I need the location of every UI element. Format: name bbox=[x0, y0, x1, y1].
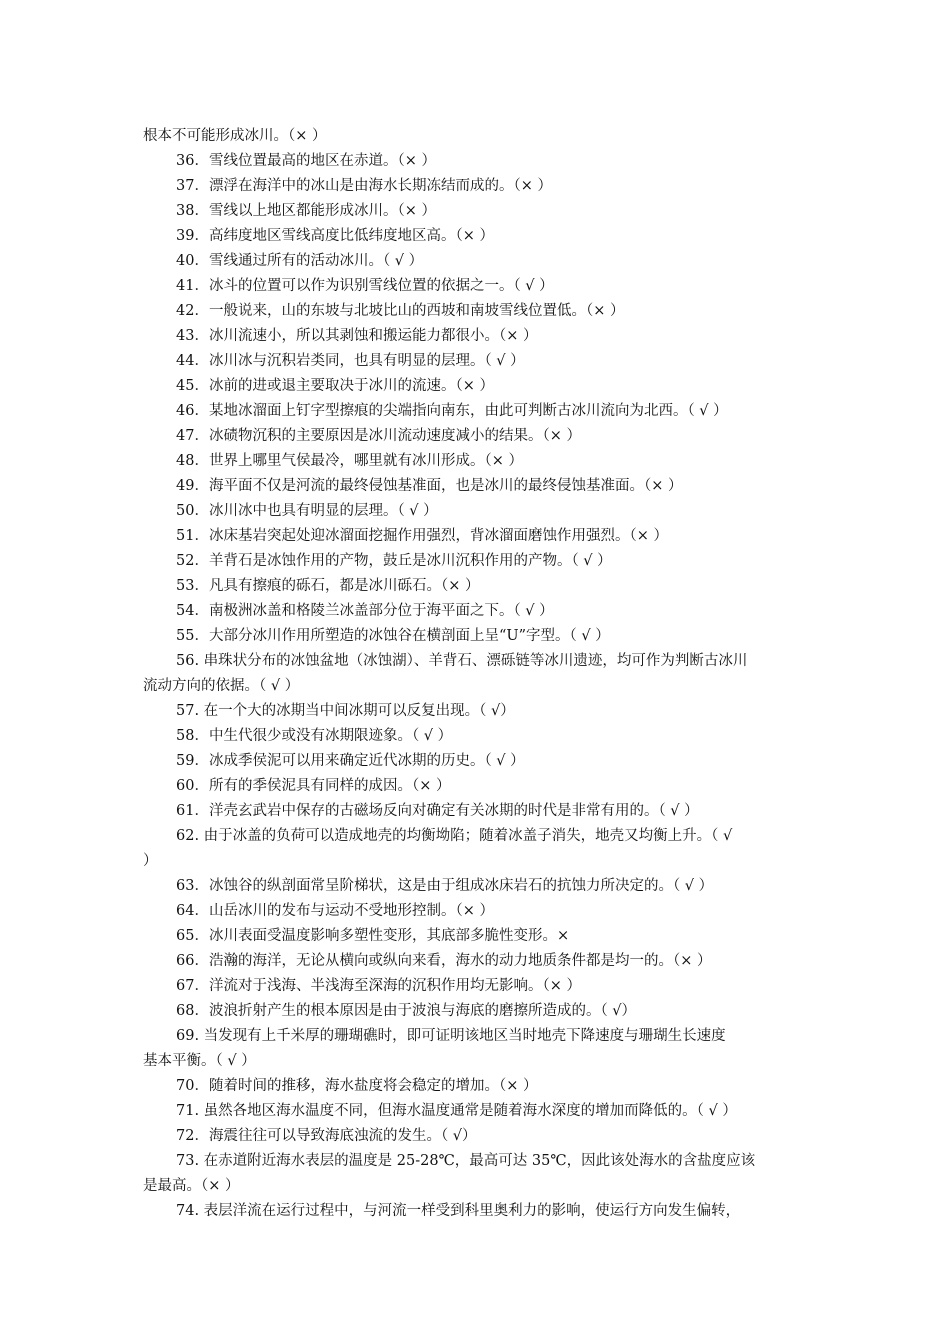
text-line: 46．某地冰溜面上钉字型擦痕的尖端指向南东，由此可判断古冰川流向为北西。（ √ ） bbox=[176, 403, 728, 419]
text-line: 57. 在一个大的冰期当中间冰期可以反复出现。（ √） bbox=[176, 703, 515, 719]
text-line: 72．海震往往可以导致海底浊流的发生。（ √） bbox=[176, 1128, 477, 1144]
text-line: 44．冰川冰与沉积岩类同，也具有明显的层理。（ √ ） bbox=[176, 353, 525, 369]
text-line: 73. 在赤道附近海水表层的温度是 25-28℃，最高可达 35℃，因此该处海水的含盐度应该 bbox=[176, 1153, 756, 1169]
text-line: 37．漂浮在海洋中的冰山是由海水长期冻结而成的。（× ） bbox=[176, 178, 552, 194]
text-line: 43．冰川流速小，所以其剥蚀和搬运能力都很小。（× ） bbox=[176, 328, 538, 344]
text-line: 70．随着时间的推移，海水盐度将会稳定的增加。（× ） bbox=[176, 1078, 538, 1094]
text-line: 45．冰前的进或退主要取决于冰川的流速。（× ） bbox=[176, 378, 494, 394]
text-line: 根本不可能形成冰川。（× ） bbox=[143, 128, 327, 144]
text-line: 48．世界上哪里气侯最冷，哪里就有冰川形成。（× ） bbox=[176, 453, 523, 469]
text-line: 基本平衡。（ √ ） bbox=[143, 1053, 256, 1069]
document-body bbox=[143, 124, 815, 1224]
text-line: 68．波浪折射产生的根本原因是由于波浪与海底的磨擦所造成的。（ √） bbox=[176, 1003, 637, 1019]
text-line: 47．冰碛物沉积的主要原因是冰川流动速度减小的结果。（× ） bbox=[176, 428, 581, 444]
text-line: 71. 虽然各地区海水温度不同，但海水温度通常是随着海水深度的增加而降低的。（ √ ） bbox=[176, 1103, 737, 1119]
text-line: 39．高纬度地区雪线高度比低纬度地区高。（× ） bbox=[176, 228, 494, 244]
text-line: 65．冰川表面受温度影响多塑性变形，其底部多脆性变形。× bbox=[176, 928, 570, 944]
text-line: 40．雪线通过所有的活动冰川。（ √ ） bbox=[176, 253, 424, 269]
text-line: 62. 由于冰盖的负荷可以造成地壳的均衡坳陷；随着冰盖子消失，地壳又均衡上升。（ √ bbox=[176, 828, 733, 844]
text-line: 42．一般说来，山的东坡与北坡比山的西坡和南坡雪线位置低。（× ） bbox=[176, 303, 625, 319]
text-line: 51．冰床基岩突起处迎冰溜面挖掘作用强烈，背冰溜面磨蚀作用强烈。（× ） bbox=[176, 528, 668, 544]
text-line: 69. 当发现有上千米厚的珊瑚礁时，即可证明该地区当时地壳下降速度与珊瑚生长速度 bbox=[176, 1028, 726, 1044]
text-line: 61．洋壳玄武岩中保存的古磁场反向对确定有关冰期的时代是非常有用的。（ √ ） bbox=[176, 803, 699, 819]
text-line: 60．所有的季侯泥具有同样的成因。（× ） bbox=[176, 778, 451, 794]
text-line: 56. 串珠状分布的冰蚀盆地（冰蚀湖）、羊背石、漂砾链等冰川遗迹，均可作为判断古冰川 bbox=[176, 653, 748, 669]
text-line: 41．冰斗的位置可以作为识别雪线位置的依据之一。（ √ ） bbox=[176, 278, 554, 294]
text-line: 是最高。（× ） bbox=[143, 1178, 240, 1194]
text-line: 66．浩瀚的海洋，无论从横向或纵向来看，海水的动力地质条件都是均一的。（× ） bbox=[176, 953, 712, 969]
text-line: 74. 表层洋流在运行过程中，与河流一样受到科里奥利力的影响，使运行方向发生偏转， bbox=[176, 1203, 741, 1219]
text-line: 64．山岳冰川的发布与运动不受地形控制。（× ） bbox=[176, 903, 494, 919]
text-line: 36．雪线位置最高的地区在赤道。（× ） bbox=[176, 153, 436, 169]
text-line: 59．冰成季侯泥可以用来确定近代冰期的历史。（ √ ） bbox=[176, 753, 525, 769]
text-line: 52．羊背石是冰蚀作用的产物，鼓丘是冰川沉积作用的产物。（ √ ） bbox=[176, 553, 612, 569]
text-line: 50．冰川冰中也具有明显的层理。（ √ ） bbox=[176, 503, 438, 519]
text-line: 58．中生代很少或没有冰期限迹象。（ √ ） bbox=[176, 728, 453, 744]
text-line: 63．冰蚀谷的纵剖面常呈阶梯状，这是由于组成冰床岩石的抗蚀力所决定的。（ √ ） bbox=[176, 878, 714, 894]
text-line: 49．海平面不仅是河流的最终侵蚀基准面，也是冰川的最终侵蚀基准面。（× ） bbox=[176, 478, 683, 494]
text-line: 38．雪线以上地区都能形成冰川。（× ） bbox=[176, 203, 436, 219]
text-line: 54．南极洲冰盖和格陵兰冰盖部分位于海平面之下。（ √ ） bbox=[176, 603, 554, 619]
text-line: 流动方向的依据。（ √ ） bbox=[143, 678, 300, 694]
text-line: 53．凡具有擦痕的砾石，都是冰川砾石。（× ） bbox=[176, 578, 480, 594]
text-line: 55．大部分冰川作用所塑造的冰蚀谷在横剖面上呈“U”字型。（ √ ） bbox=[176, 628, 610, 644]
text-line: ） bbox=[143, 853, 158, 869]
text-line: 67．洋流对于浅海、半浅海至深海的沉积作用均无影响。（× ） bbox=[176, 978, 581, 994]
